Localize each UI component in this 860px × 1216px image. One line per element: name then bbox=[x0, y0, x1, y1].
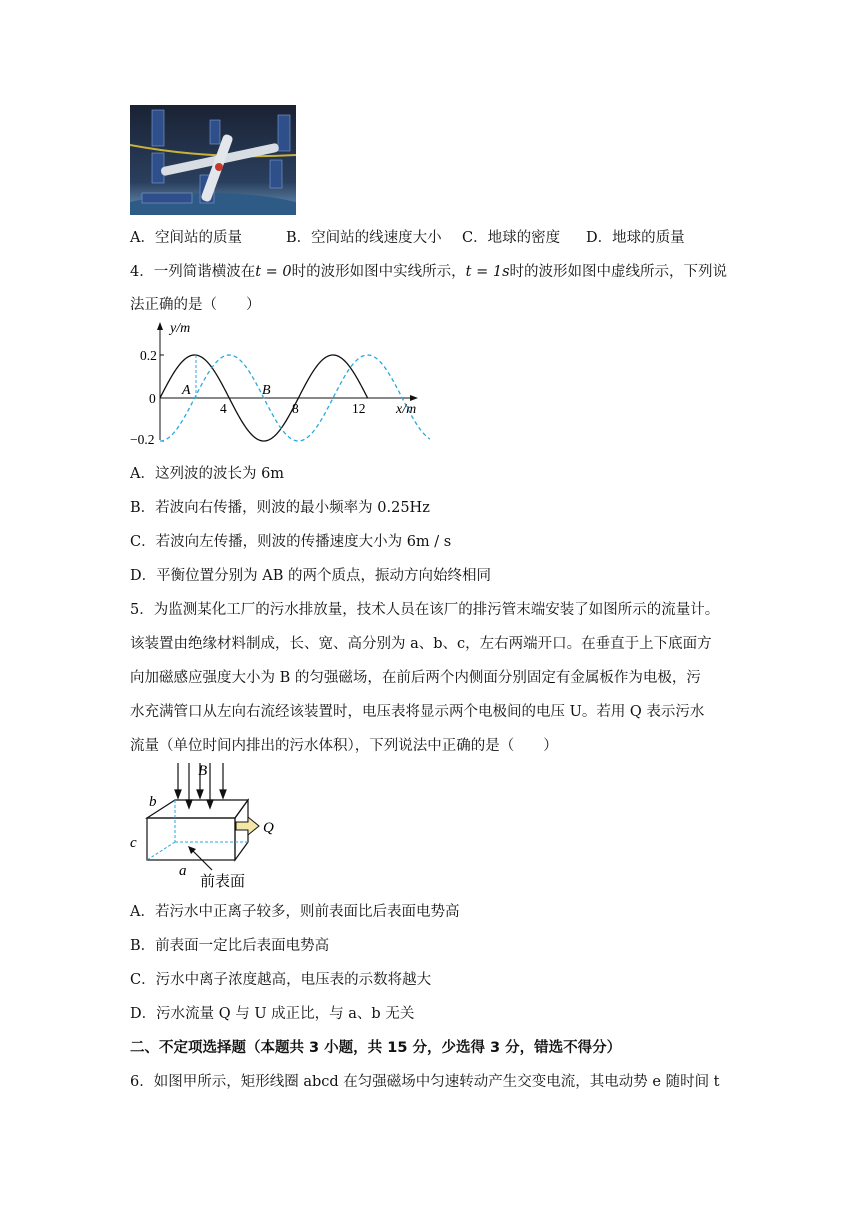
q5-stem-line3: 向加磁感应强度大小为 B 的匀强磁场，在前后两个内侧面分别固定有金属板作为电极，污 bbox=[130, 670, 701, 686]
q4-option-b: B．若波向右传播，则波的最小频率为 0.25Hz bbox=[130, 500, 430, 516]
q4-t1: t = 1s bbox=[465, 264, 510, 280]
q4-option-a: A．这列波的波长为 6m bbox=[130, 466, 285, 482]
ylabel: y/m bbox=[170, 321, 191, 336]
q3-option-c: C．地球的密度 bbox=[462, 230, 561, 246]
point-b-label: B bbox=[262, 383, 271, 398]
q5-option-c: C．污水中离子浓度越高，电压表的示数将越大 bbox=[130, 972, 432, 988]
label-a: a bbox=[179, 863, 187, 879]
xtick-12: 12 bbox=[352, 401, 366, 416]
label-c: c bbox=[130, 835, 137, 851]
ytick-neg: −0.2 bbox=[130, 432, 155, 447]
q5-stem-line5: 流量（单位时间内排出的污水体积），下列说法中正确的是（ ） bbox=[130, 738, 558, 754]
label-b-field: B bbox=[198, 763, 208, 779]
q3-option-d: D．地球的质量 bbox=[586, 230, 685, 246]
q3-option-a: A．空间站的质量 bbox=[130, 230, 242, 246]
flowmeter-figure bbox=[130, 760, 300, 890]
q4-stem-part2: 时的波形如图中实线所示， bbox=[291, 264, 466, 280]
xlabel: x/m bbox=[396, 402, 417, 417]
ytick-pos: 0.2 bbox=[140, 348, 157, 363]
q5-stem-line1: 5．为监测某化工厂的污水排放量，技术人员在该厂的排污管末端安装了如图所示的流量计。 bbox=[130, 602, 720, 618]
front-surface-caption: 前表面 bbox=[200, 874, 246, 890]
label-b: b bbox=[149, 794, 157, 810]
q5-option-b: B．前表面一定比后表面电势高 bbox=[130, 938, 330, 954]
q5-option-d: D．污水流量 Q 与 U 成正比，与 a、b 无关 bbox=[130, 1006, 415, 1022]
x-axis-arrow bbox=[410, 395, 418, 401]
q4-stem-part1: 4．一列简谐横波在 bbox=[130, 264, 256, 280]
space-station-image bbox=[130, 105, 296, 215]
q5-stem-line2: 该装置由绝缘材料制成，长、宽、高分别为 a、b、c，左右两端开口。在垂直于上下底面方 bbox=[130, 636, 712, 652]
q4-option-d: D．平衡位置分别为 AB 的两个质点，振动方向始终相同 bbox=[130, 568, 491, 584]
wave-graph bbox=[130, 320, 430, 450]
q4-t0: t = 0 bbox=[255, 264, 292, 280]
q5-stem-line4: 水充满管口从左向右流经该装置时，电压表将显示两个电极间的电压 U。若用 Q 表示污水 bbox=[130, 704, 705, 720]
q4-stem-line2: 法正确的是（ ） bbox=[130, 297, 261, 313]
section2-heading: 二、不定项选择题（本题共 3 小题，共 15 分，少选得 3 分，错选不得分） bbox=[130, 1040, 622, 1056]
q6-stem-line1: 6．如图甲所示，矩形线圈 abcd 在匀强磁场中匀速转动产生交变电流，其电动势 e 随时间 t bbox=[130, 1074, 720, 1090]
q5-option-a: A．若污水中正离子较多，则前表面比后表面电势高 bbox=[130, 904, 460, 920]
q4-stem-part3: 时的波形如图中虚线所示，下列说 bbox=[509, 264, 728, 280]
point-a-label: A bbox=[182, 383, 191, 398]
box-hidden-depth bbox=[147, 842, 175, 860]
flow-arrow bbox=[236, 817, 259, 835]
q4-stem-line1 bbox=[130, 260, 727, 281]
q4-option-c: C．若波向左传播，则波的传播速度大小为 6m / s bbox=[130, 534, 452, 550]
y-axis-arrow bbox=[157, 322, 163, 330]
xtick-8: 8 bbox=[292, 401, 299, 416]
ytick-zero: 0 bbox=[149, 391, 156, 406]
box-top-face bbox=[147, 800, 248, 818]
xtick-4: 4 bbox=[220, 401, 227, 416]
label-q: Q bbox=[263, 820, 274, 836]
q3-option-b: B．空间站的线速度大小 bbox=[286, 230, 442, 246]
